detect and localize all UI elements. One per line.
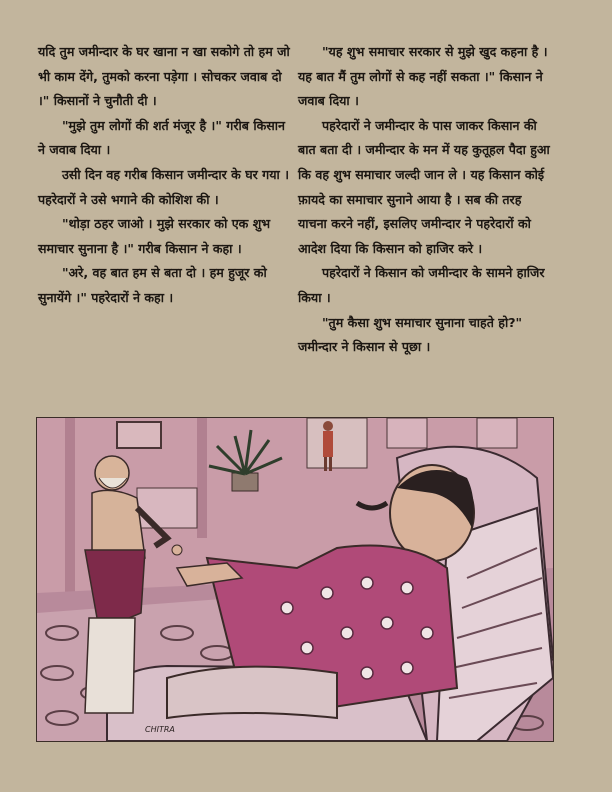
paragraph-7: पहरेदारों ने जमीन्दार के पास जाकर किसान की बात बता दी । जमीन्दार के मन में यह कुतूहल पैदा हुआ कि वह शुभ समाचार जल्दी जान ले । यह किसान कोई फ़ायदे का समाचार सुनाने आया है । सब की तरह याचना करने नहीं, इसलिए जमीन्दार ने पहरेदारों को आदेश दिया कि किसान को हाजिर करे । bbox=[298, 117, 550, 256]
paragraph-4: "थोड़ा ठहर जाओ । मुझे सरकार को एक शुभ समाचार सुनाना है ।" गरीब किसान ने कहा । bbox=[38, 216, 271, 256]
paragraph-8: पहरेदारों ने किसान को जमीन्दार के सामने हाजिर किया । bbox=[298, 265, 545, 305]
right-text-column bbox=[298, 40, 554, 360]
left-text-column bbox=[38, 40, 290, 311]
paragraph-1: यदि तुम जमीन्दार के घर खाना न खा सकोगे तो हम जो भी काम देंगे, तुमको करना पड़ेगा । सोचकर जवाब दो ।" किसानों ने चुनौती दी । bbox=[38, 44, 290, 109]
wall-panel bbox=[477, 418, 517, 448]
low-table bbox=[137, 488, 197, 528]
wall-panel bbox=[387, 418, 427, 448]
paragraph-2: "मुझे तुम लोगों की शर्त मंजूर है ।" गरीब किसान ने जवाब दिया । bbox=[38, 117, 286, 158]
paragraph-3: उसी दिन वह गरीब किसान जमीन्दार के घर गया । पहरेदारों ने उसे भगाने की कोशिश की । bbox=[38, 166, 289, 207]
pillar bbox=[65, 418, 75, 603]
illustration-drawing bbox=[37, 418, 553, 741]
doorway bbox=[307, 418, 367, 468]
artist-signature: CHITRA bbox=[145, 725, 175, 734]
pillar bbox=[197, 418, 207, 538]
wall-frame bbox=[117, 422, 161, 448]
paragraph-5: "अरे, वह बात हम से बता दो । हम हुजूर को सुनायेंगे ।" पहरेदारों ने कहा । bbox=[38, 265, 267, 305]
illustration-panel bbox=[36, 417, 554, 742]
paragraph-6: "यह शुभ समाचार सरकार से मुझे खुद कहना है । यह बात मैं तुम लोगों से कह नहीं सकता ।" किसान ने जवाब दिया । bbox=[298, 44, 548, 109]
paragraph-9: "तुम कैसा शुभ समाचार सुनाना चाहते हो?" जमीन्दार ने किसान से पूछा । bbox=[298, 314, 523, 355]
